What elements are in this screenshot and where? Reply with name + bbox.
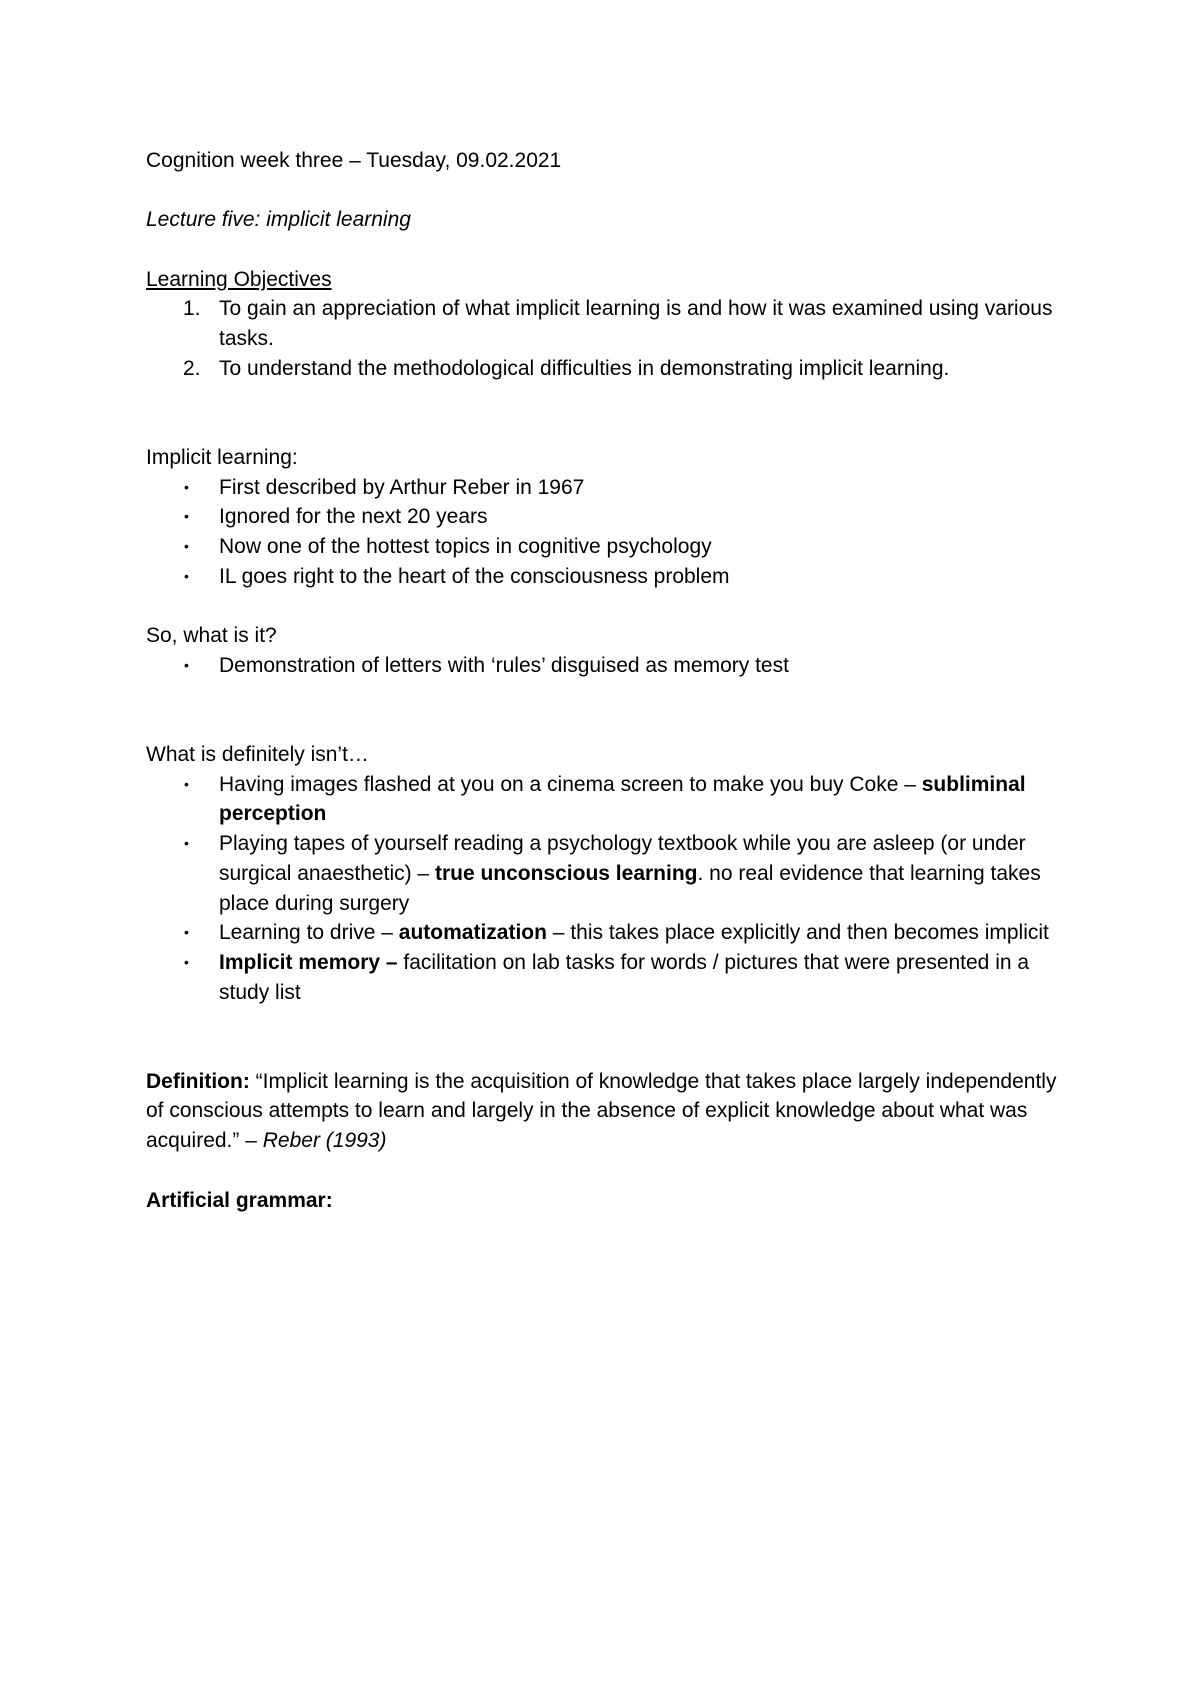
key-term: subliminal perception bbox=[219, 772, 1026, 826]
list-item-text: Now one of the hottest topics in cognitive psychology bbox=[219, 535, 712, 559]
list-item-text: Learning to drive – bbox=[219, 921, 399, 945]
list-item-text: Ignored for the next 20 years bbox=[219, 505, 488, 529]
what-is-it-heading: So, what is it? bbox=[146, 624, 277, 648]
bullet-icon: • bbox=[184, 924, 189, 941]
definition-paragraph bbox=[146, 1067, 1076, 1156]
bullet-icon: • bbox=[184, 508, 189, 525]
list-item bbox=[146, 948, 1076, 1007]
objective-item bbox=[146, 294, 1076, 353]
definition-source: Reber (1993) bbox=[262, 1129, 387, 1153]
objective-text: To gain an appreciation of what implicit learning is and how it was examined using various tasks. bbox=[219, 297, 1053, 351]
implicit-learning-heading: Implicit learning: bbox=[146, 445, 298, 469]
bullet-icon: • bbox=[184, 538, 189, 555]
objective-item bbox=[146, 354, 1076, 384]
list-item bbox=[146, 770, 1076, 829]
implicit-learning-list bbox=[146, 473, 1076, 592]
artificial-grammar-heading: Artificial grammar: bbox=[146, 1188, 333, 1212]
list-item-text: Having images flashed at you on a cinema screen to make you buy Coke – bbox=[219, 772, 922, 796]
key-term: Implicit memory – bbox=[219, 950, 404, 974]
objectives-list bbox=[146, 294, 1076, 383]
key-term: true unconscious learning bbox=[434, 861, 698, 885]
list-item bbox=[146, 532, 1076, 562]
list-item bbox=[146, 829, 1076, 918]
objective-text: To understand the methodological difficulties in demonstrating implicit learning. bbox=[219, 356, 950, 380]
list-item-text: Demonstration of letters with ‘rules’ disguised as memory test bbox=[219, 653, 789, 677]
bullet-icon: • bbox=[184, 775, 189, 792]
objective-number: 2. bbox=[183, 356, 201, 380]
list-item bbox=[146, 918, 1076, 948]
list-item bbox=[146, 473, 1076, 503]
list-item bbox=[146, 502, 1076, 532]
list-item bbox=[146, 562, 1076, 592]
objectives-heading: Learning Objectives bbox=[146, 267, 332, 291]
bullet-icon: • bbox=[184, 656, 189, 673]
list-item-text: Playing tapes of yourself reading a psychology textbook while you are asleep (or under surgical anaesthetic) – bbox=[219, 832, 1026, 885]
what-it-isnt-list bbox=[146, 770, 1076, 1008]
lecture-subtitle: Lecture five: implicit learning bbox=[146, 208, 411, 232]
objective-number: 1. bbox=[183, 297, 201, 321]
what-it-isnt-heading: What is definitely isn’t… bbox=[146, 742, 369, 766]
key-term: automatization bbox=[398, 921, 547, 945]
list-item-text: First described by Arthur Reber in 1967 bbox=[219, 475, 585, 499]
list-item-text: . no real evidence that learning takes place during surgery bbox=[219, 861, 1041, 915]
definition-quote: “Implicit learning is the acquisition of knowledge that takes place largely independently of conscious attempts to learn and largely in the absence of explicit knowledge about what was acquired.” – bbox=[146, 1069, 1057, 1153]
list-item-text: facilitation on lab tasks for words / pictures that were presented in a study list bbox=[219, 950, 1030, 1004]
list-item bbox=[146, 651, 1076, 681]
document-title: Cognition week three – Tuesday, 09.02.2021 bbox=[146, 149, 562, 172]
definition-label: Definition: bbox=[146, 1069, 250, 1093]
document-body bbox=[146, 146, 1076, 1215]
bullet-icon: • bbox=[184, 478, 189, 495]
bullet-icon: • bbox=[184, 835, 189, 852]
list-item-text: – this takes place explicitly and then becomes implicit bbox=[546, 921, 1049, 945]
bullet-icon: • bbox=[184, 953, 189, 970]
bullet-icon: • bbox=[184, 567, 189, 584]
what-is-it-list bbox=[146, 651, 1076, 681]
list-item-text: IL goes right to the heart of the consciousness problem bbox=[219, 564, 730, 588]
